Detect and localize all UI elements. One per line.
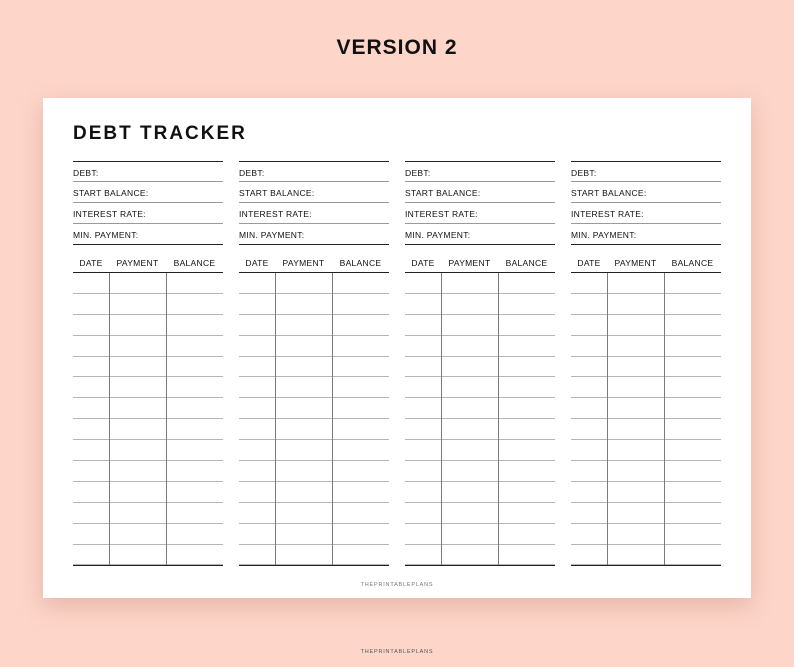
- table-row[interactable]: [405, 482, 555, 503]
- payment-table-header: [73, 253, 223, 273]
- table-row[interactable]: [405, 315, 555, 336]
- column-header: PAYMENT: [448, 257, 491, 268]
- table-row[interactable]: [73, 336, 223, 357]
- table-row[interactable]: [405, 336, 555, 357]
- tracker-field-label[interactable]: INTEREST RATE:: [239, 203, 389, 224]
- column-header: PAYMENT: [116, 257, 159, 268]
- table-row[interactable]: [73, 503, 223, 524]
- table-row[interactable]: [73, 545, 223, 566]
- debt-tracker-4: [571, 161, 721, 566]
- table-row[interactable]: [239, 461, 389, 482]
- table-row[interactable]: [239, 273, 389, 294]
- table-row[interactable]: [571, 377, 721, 398]
- tracker-field-label[interactable]: MIN. PAYMENT:: [239, 224, 389, 245]
- debt-tracker-3: [405, 161, 555, 566]
- table-row[interactable]: [405, 377, 555, 398]
- table-row[interactable]: [73, 398, 223, 419]
- table-row[interactable]: [405, 273, 555, 294]
- column-divider: [166, 273, 167, 565]
- tracker-field-label[interactable]: MIN. PAYMENT:: [73, 224, 223, 245]
- column-header: BALANCE: [173, 257, 216, 268]
- tracker-field-label[interactable]: INTEREST RATE:: [571, 203, 721, 224]
- table-row[interactable]: [239, 482, 389, 503]
- table-row[interactable]: [73, 294, 223, 315]
- table-row[interactable]: [571, 440, 721, 461]
- column-header: DATE: [245, 257, 269, 268]
- bottom-brand: THEPRINTABLEPLANS: [360, 649, 434, 655]
- table-row[interactable]: [405, 357, 555, 378]
- table-row[interactable]: [571, 461, 721, 482]
- table-row[interactable]: [571, 315, 721, 336]
- tracker-field-label[interactable]: DEBT:: [239, 161, 389, 182]
- sheet-title: DEBT TRACKER: [73, 123, 247, 144]
- sheet-footer: THEPRINTABLEPLANS: [360, 582, 434, 588]
- table-row[interactable]: [405, 503, 555, 524]
- table-row[interactable]: [571, 419, 721, 440]
- payment-table-header: [239, 253, 389, 273]
- table-row[interactable]: [73, 524, 223, 545]
- tracker-field-label[interactable]: DEBT:: [571, 161, 721, 182]
- column-divider: [607, 273, 608, 565]
- table-row[interactable]: [239, 440, 389, 461]
- table-row[interactable]: [239, 357, 389, 378]
- column-divider: [109, 273, 110, 565]
- table-row[interactable]: [73, 377, 223, 398]
- table-row[interactable]: [73, 357, 223, 378]
- column-divider: [332, 273, 333, 565]
- table-row[interactable]: [405, 545, 555, 566]
- table-row[interactable]: [73, 419, 223, 440]
- table-row[interactable]: [239, 545, 389, 566]
- table-row[interactable]: [571, 336, 721, 357]
- payment-table-header: [571, 253, 721, 273]
- table-row[interactable]: [571, 273, 721, 294]
- table-row[interactable]: [405, 461, 555, 482]
- table-row[interactable]: [405, 440, 555, 461]
- version-title: VERSION 2: [336, 36, 458, 59]
- table-row[interactable]: [73, 482, 223, 503]
- table-row[interactable]: [73, 461, 223, 482]
- tracker-field-label[interactable]: DEBT:: [405, 161, 555, 182]
- table-row[interactable]: [571, 545, 721, 566]
- tracker-field-label[interactable]: DEBT:: [73, 161, 223, 182]
- table-row[interactable]: [239, 315, 389, 336]
- column-header: BALANCE: [671, 257, 714, 268]
- table-row[interactable]: [239, 377, 389, 398]
- payment-table: [73, 253, 223, 566]
- debt-tracker-sheet: [43, 98, 751, 598]
- column-header: DATE: [411, 257, 435, 268]
- tracker-field-label[interactable]: INTEREST RATE:: [405, 203, 555, 224]
- table-row[interactable]: [405, 524, 555, 545]
- tracker-field-label[interactable]: MIN. PAYMENT:: [571, 224, 721, 245]
- column-divider: [441, 273, 442, 565]
- tracker-field-label[interactable]: INTEREST RATE:: [73, 203, 223, 224]
- column-header: PAYMENT: [614, 257, 657, 268]
- table-row[interactable]: [571, 482, 721, 503]
- column-header: BALANCE: [505, 257, 548, 268]
- payment-table: [571, 253, 721, 566]
- table-row[interactable]: [571, 524, 721, 545]
- debt-tracker-2: [239, 161, 389, 566]
- column-divider: [498, 273, 499, 565]
- column-divider: [275, 273, 276, 565]
- table-row[interactable]: [239, 294, 389, 315]
- table-row[interactable]: [73, 440, 223, 461]
- table-row[interactable]: [239, 398, 389, 419]
- table-row[interactable]: [405, 398, 555, 419]
- table-row[interactable]: [239, 336, 389, 357]
- table-row[interactable]: [571, 294, 721, 315]
- column-header: BALANCE: [339, 257, 382, 268]
- tracker-field-label[interactable]: START BALANCE:: [405, 182, 555, 203]
- table-row[interactable]: [239, 419, 389, 440]
- table-row[interactable]: [73, 273, 223, 294]
- column-divider: [664, 273, 665, 565]
- tracker-field-label[interactable]: START BALANCE:: [571, 182, 721, 203]
- column-header: DATE: [577, 257, 601, 268]
- table-row[interactable]: [571, 503, 721, 524]
- tracker-field-label[interactable]: START BALANCE:: [239, 182, 389, 203]
- table-row[interactable]: [571, 398, 721, 419]
- column-header: PAYMENT: [282, 257, 325, 268]
- table-row[interactable]: [239, 524, 389, 545]
- table-row[interactable]: [571, 357, 721, 378]
- table-row[interactable]: [405, 419, 555, 440]
- payment-table: [405, 253, 555, 566]
- tracker-field-label[interactable]: START BALANCE:: [73, 182, 223, 203]
- debt-tracker-1: [73, 161, 223, 566]
- table-row[interactable]: [73, 315, 223, 336]
- payment-table: [239, 253, 389, 566]
- table-row[interactable]: [405, 294, 555, 315]
- tracker-field-label[interactable]: MIN. PAYMENT:: [405, 224, 555, 245]
- table-row[interactable]: [239, 503, 389, 524]
- payment-table-header: [405, 253, 555, 273]
- column-header: DATE: [79, 257, 103, 268]
